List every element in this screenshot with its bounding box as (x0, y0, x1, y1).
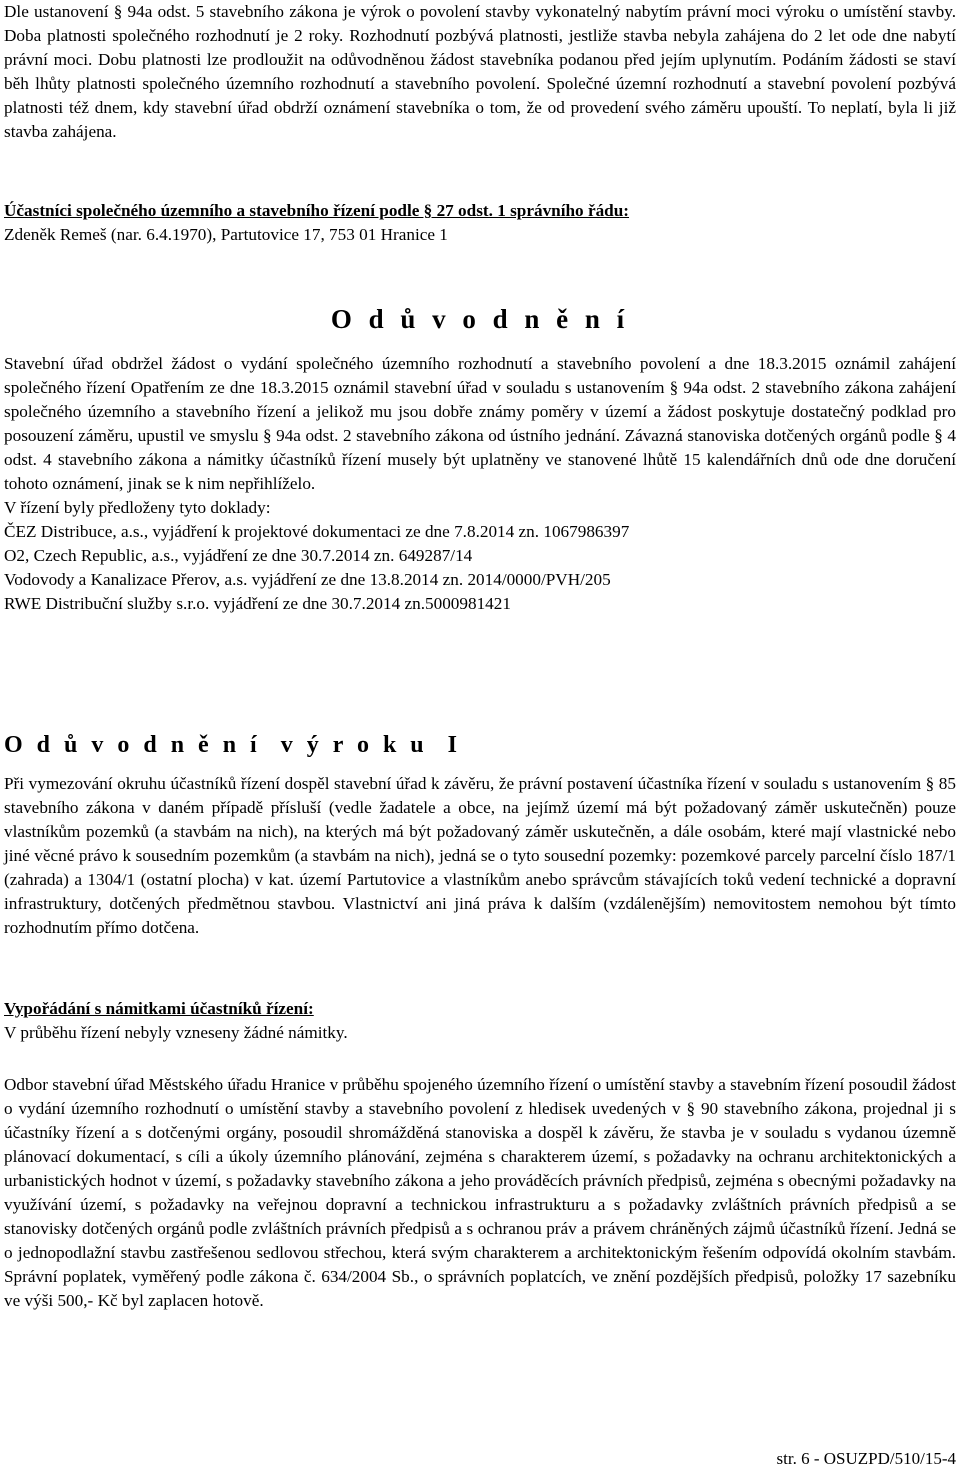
participants-heading: Účastníci společného územního a stavebního řízení podle § 27 odst. 1 správního řádu: (4, 201, 630, 220)
assessment-paragraph: Odbor stavební úřad Městského úřadu Hranice v průběhu spojeného územního řízení o umístění stavby a stavebním řízení posoudil žádost o vydání územního rozhodnutí o umístění stavby a stavebního povolení z hledisek uvedených v § 90 stavebního zákona, projednal ji s účastníky řízení a s dotčenými orgány, posoudil shromážděná stanoviska a dospěl k závěru, že stavba je v souladu s vydanou územně plánovací dokumentací, s cíli a úkoly územního plánování, zejména s charakterem území, s požadavky na ochranu architektonických a urbanistických hodnot v území, s požadavky stavebního zákona a jeho prováděcích právních předpisů, zejména s obecnými požadavky na využívání území, s požadavky na veřejnou dopravní a technickou infrastrukturu a s požadavky zvláštních právních předpisů a se stanovisky dotčených orgánů podle zvláštních právních předpisů a s ochranou práv a právem chráněných zájmů účastníků řízení. Jedná se o jednopodlažní stavbu zastřešenou sedlovou střechou, která svým charakterem a architektonickým řešením odpovídá okolním stavbám. Správní poplatek, vyměřený podle zákona č. 634/2004 Sb., o správních poplatcích, ve znění pozdějších předpisů, položky 17 sazebníku ve výši 500,- Kč byl zaplacen hotově. (4, 1075, 956, 1310)
participants-section (4, 199, 956, 247)
document-item: Vodovody a Kanalizace Přerov, a.s. vyjádření ze dne 13.8.2014 zn. 2014/0000/PVH/205 (4, 570, 611, 589)
document-item: RWE Distribuční služby s.r.o. vyjádření ze dne 30.7.2014 zn.5000981421 (4, 594, 511, 613)
document-item: O2, Czech Republic, a.s., vyjádření ze dne 30.7.2014 zn. 649287/14 (4, 546, 473, 565)
verdict-justification-paragraph: Při vymezování okruhu účastníků řízení dospěl stavební úřad k závěru, že právní postavení účastníka řízení v souladu s ustanovením § 85 stavebního zákona v daném případě přísluší (vedle žadatele a obce, na jejímž území má být požadovaný záměr uskutečněn) pouze vlastníkům pozemků (a stavbám na nich), na kterých má být požadovaný záměr uskutečněn, a dále osobám, které mají vlastnické nebo jiné věcné právo k sousedním pozemkům (a stavbám na nich), jedná se o tyto sousední pozemky: pozemkové parcely parcelní číslo 187/1 (zahrada) a 1304/1 (ostatní plocha) v kat. území Partutovice a vlastníkům anebo správcům stávajících toků vedení technické a dopravní infrastruktury, dotčených předmětnou stavbou. Vlastnictví ani jiná práva k dalším (vzdálenějším) nemovitostem nemohou být tímto rozhodnutím přímo dotčena. (4, 774, 956, 937)
page-footer: str. 6 - OSUZPD/510/15-4 (776, 1449, 956, 1468)
documents-intro: V řízení byly předloženy tyto doklady: (4, 498, 271, 517)
verdict-justification-heading: O d ů v o d n ě n í v ý r o k u I (4, 732, 461, 758)
objections-section (4, 997, 956, 1045)
document-item: ČEZ Distribuce, a.s., vyjádření k projektové dokumentaci ze dne 7.8.2014 zn. 1067986397 (4, 522, 630, 541)
justification-paragraph: Stavební úřad obdržel žádost o vydání společného územního rozhodnutí a stavebního povolení a dne 18.3.2015 oznámil zahájení společného řízení Opatřením ze dne 18.3.2015 oznámil stavební úřad v souladu s ustanovením § 94a odst. 2 stavebního zákona zahájení společného územního a stavebního řízení a jelikož mu jsou dobře známy poměry v území a žádost poskytuje dostatečný podklad pro posouzení záměru, upustil ve smyslu § 94a odst. 2 stavebního zákona od ústního jednání. Závazná stanoviska dotčených orgánů podle § 4 odst. 4 stavebního zákona a námitky účastníků řízení musely být uplatněny ve stanovené lhůtě 15 kalendářních dnů ode dne doručení tohoto oznámení, jinak se k nim nepřihlíželo. (4, 354, 956, 493)
objections-heading: Vypořádání s námitkami účastníků řízení: (4, 999, 314, 1018)
validity-paragraph: Dle ustanovení § 94a odst. 5 stavebního zákona je výrok o povolení stavby vykonatelný nabytím právní moci výroku o umístění stavby. Doba platnosti společného rozhodnutí je 2 roky. Rozhodnutí pozbývá platnosti, jestliže stavba nebyla zahájena do 2 let ode dne nabytí právní moci. Dobu platnosti lze prodloužit na odůvodněnou žádost stavebníka podanou před jejím uplynutím. Podáním žádosti se staví běh lhůty platnosti společného územního rozhodnutí a stavebního povolení. Společné územní rozhodnutí a stavební povolení pozbývá platnosti též dnem, kdy stavební úřad obdrží oznámení stavebníka o tom, že od provedení svého záměru upouští. To neplatí, byla li již stavba zahájena. (4, 2, 956, 141)
participants-value: Zdeněk Remeš (nar. 6.4.1970), Partutovice 17, 753 01 Hranice 1 (4, 225, 448, 244)
justification-section (4, 352, 956, 616)
objections-value: V průběhu řízení nebyly vzneseny žádné námitky. (4, 1023, 348, 1042)
justification-heading: O d ů v o d n ě n í (330, 304, 630, 334)
